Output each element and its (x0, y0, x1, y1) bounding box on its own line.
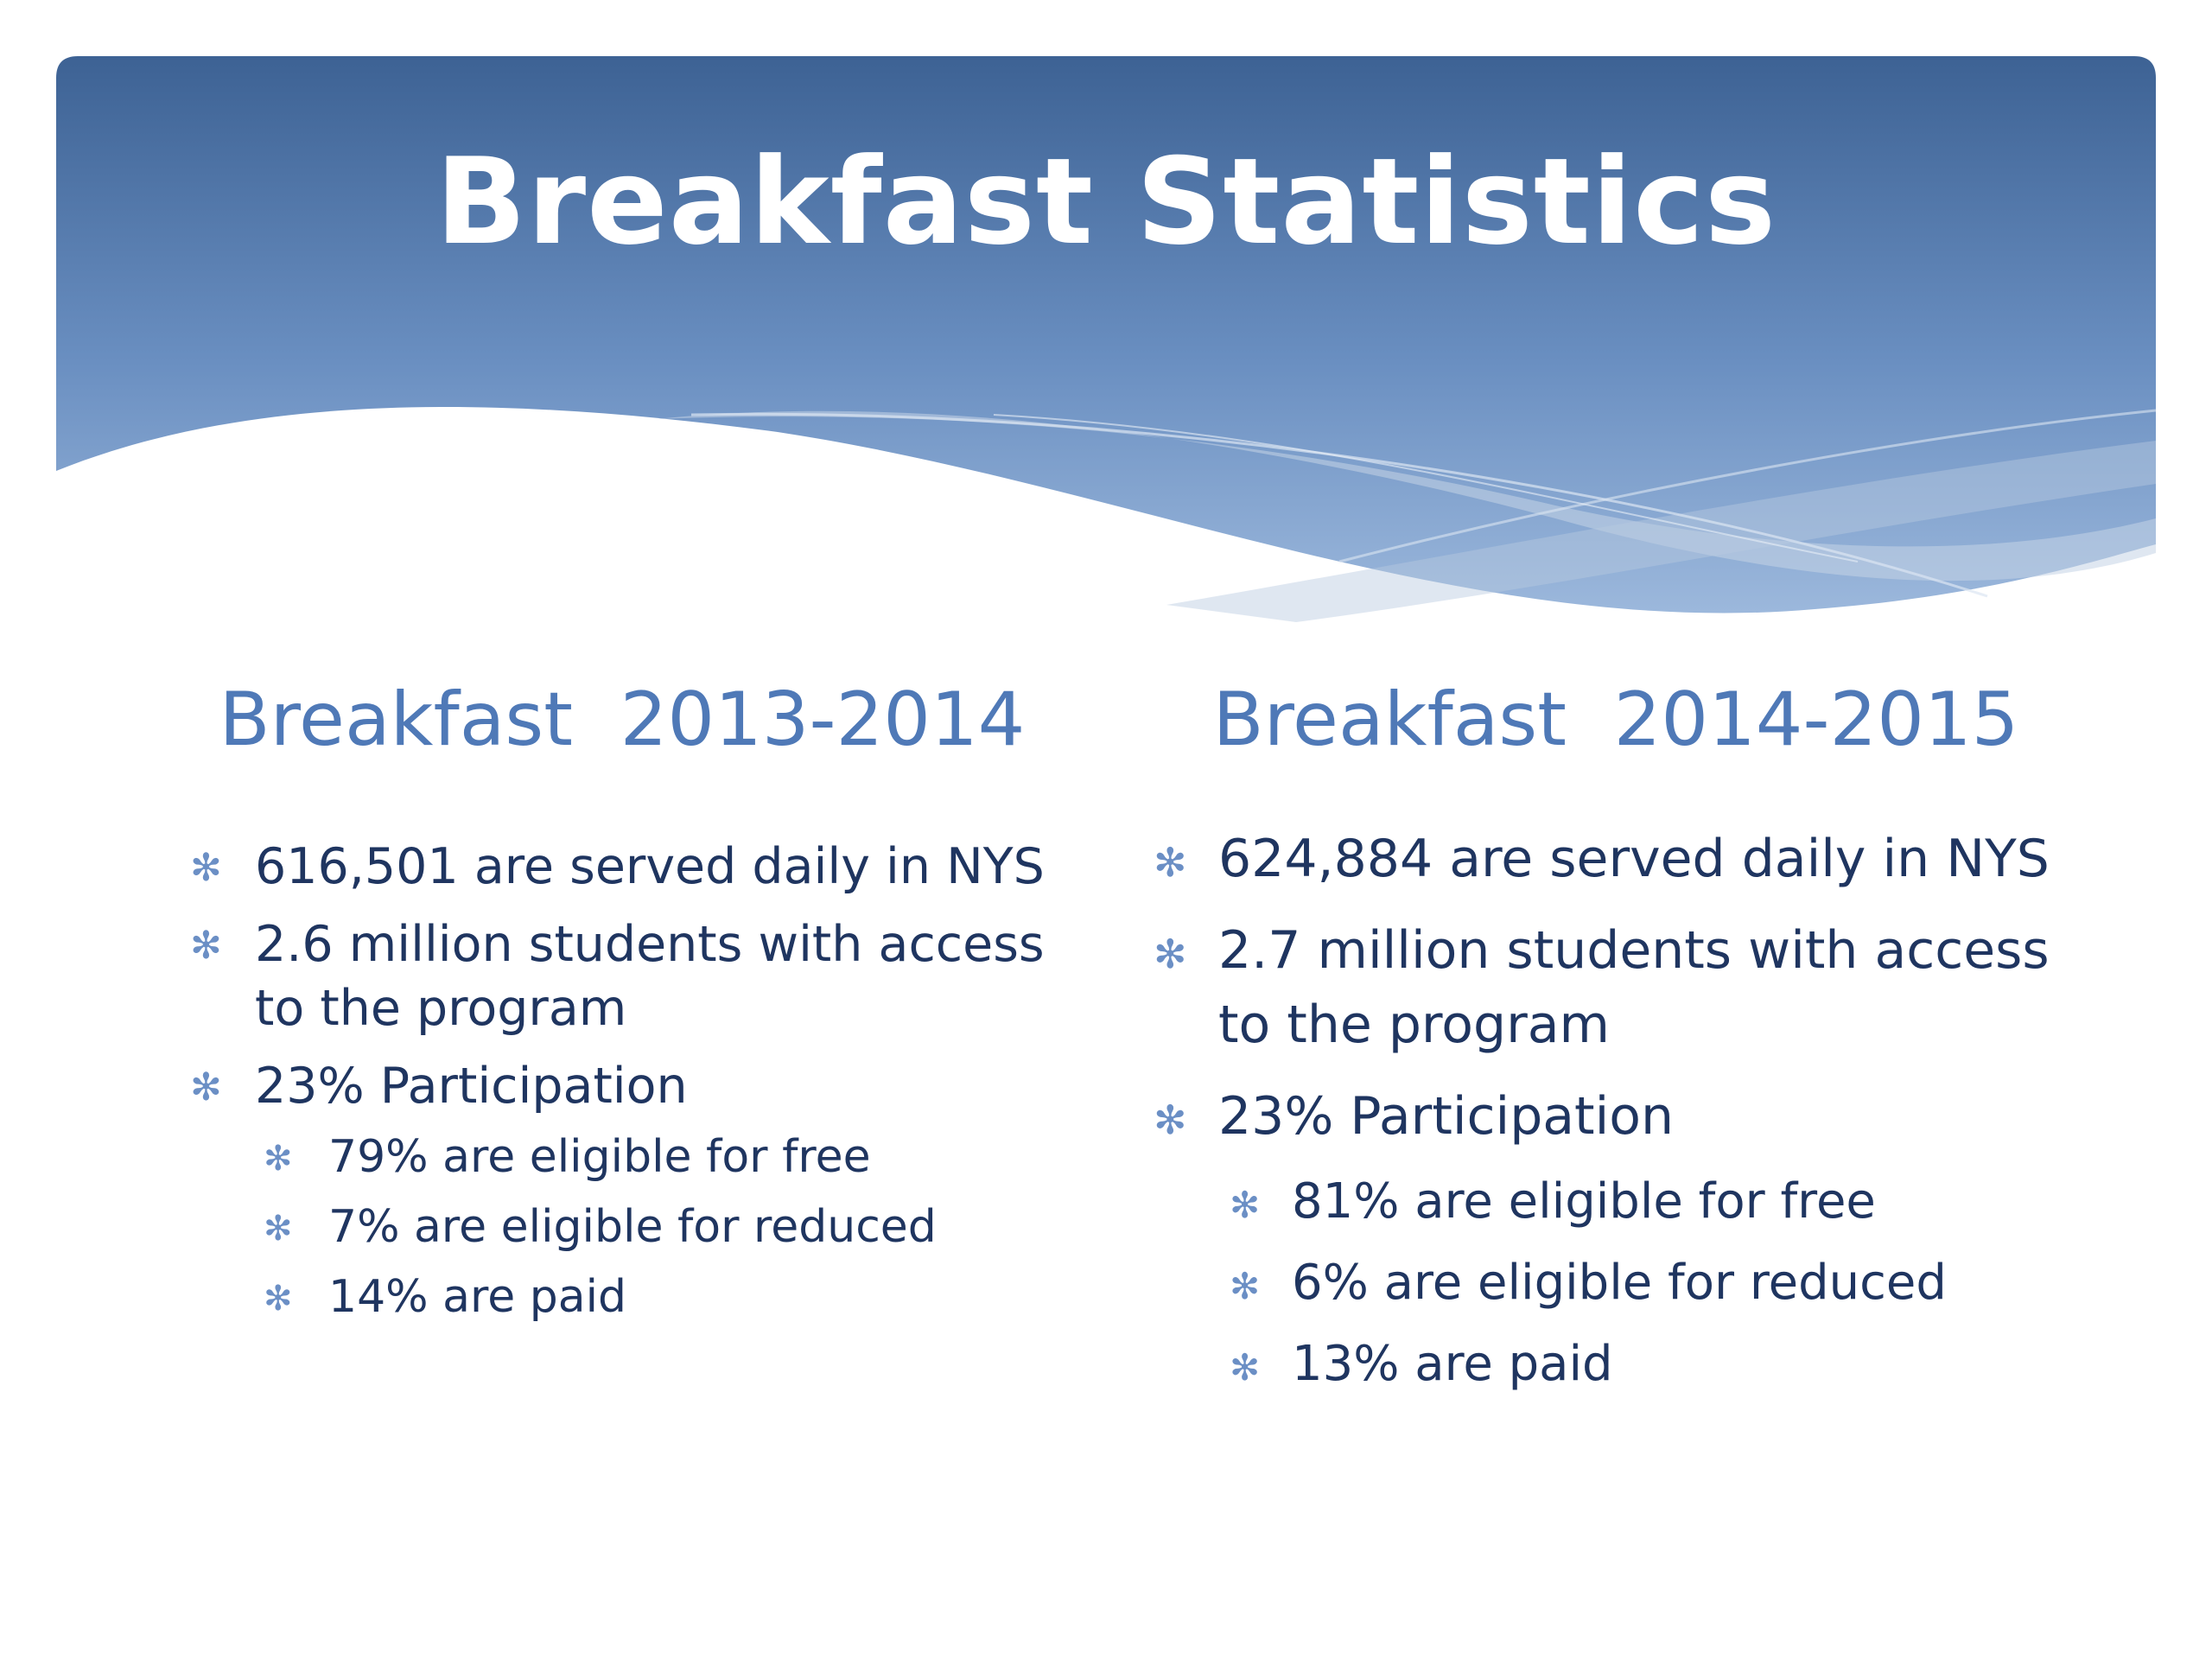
list-item (173, 1054, 1071, 1118)
asterisk-icon: ✻ (264, 1209, 293, 1249)
sub-list-item-text: 7% are eligible for reduced (328, 1201, 937, 1253)
asterisk-icon: ✻ (1230, 1346, 1261, 1389)
list-item (1136, 913, 2095, 1062)
asterisk-icon: ✻ (1230, 1184, 1261, 1226)
sub-bullet-list (173, 1128, 1071, 1325)
sub-list-item (1136, 1252, 2095, 1314)
sub-list-item (173, 1268, 1071, 1325)
sub-list-item-text: 81% are eligible for free (1292, 1173, 1876, 1230)
asterisk-icon: ✻ (1154, 839, 1187, 886)
bullet-list (173, 835, 1071, 1118)
list-item-text: 23% Participation (1218, 1086, 1674, 1147)
column-2014-2015 (1136, 677, 2095, 1414)
asterisk-icon: ✻ (1230, 1265, 1261, 1307)
slide-title: Breakfast Statistics (435, 132, 1777, 271)
asterisk-icon: ✻ (190, 924, 222, 968)
list-item-text: 624,884 are served daily in NYS (1218, 829, 2050, 889)
list-item-text: 616,501 are served daily in NYS (255, 838, 1045, 895)
sub-list-item-text: 13% are paid (1292, 1336, 1613, 1392)
asterisk-icon: ✻ (1154, 1096, 1187, 1143)
sub-list-item (173, 1198, 1071, 1255)
asterisk-icon: ✻ (264, 1139, 293, 1179)
list-item-text: 2.6 million students with access to the program (255, 916, 1045, 1037)
list-item (173, 835, 1071, 899)
asterisk-icon: ✻ (264, 1279, 293, 1319)
list-item (173, 912, 1071, 1040)
sub-list-item-text: 6% are eligible for reduced (1292, 1255, 1947, 1311)
sub-list-item (1136, 1333, 2095, 1395)
list-item-text: 23% Participation (255, 1058, 688, 1115)
list-item-text: 2.7 million students with access to the program (1218, 920, 2050, 1055)
header-banner (0, 0, 2212, 657)
sub-list-item-text: 79% are eligible for free (328, 1131, 871, 1183)
column-heading: Breakfast 2013-2014 (219, 677, 1026, 763)
bullet-list (1136, 822, 2095, 1154)
asterisk-icon: ✻ (190, 846, 222, 890)
asterisk-icon: ✻ (1154, 931, 1187, 977)
list-item (1136, 822, 2095, 896)
sub-bullet-list (1136, 1171, 2095, 1395)
column-2013-2014 (173, 677, 1071, 1338)
asterisk-icon: ✻ (190, 1065, 222, 1109)
list-item (1136, 1079, 2095, 1154)
column-heading: Breakfast 2014-2015 (1212, 677, 2019, 763)
sub-list-item (173, 1128, 1071, 1185)
sub-list-item-text: 14% are paid (328, 1271, 627, 1323)
sub-list-item (1136, 1171, 2095, 1233)
